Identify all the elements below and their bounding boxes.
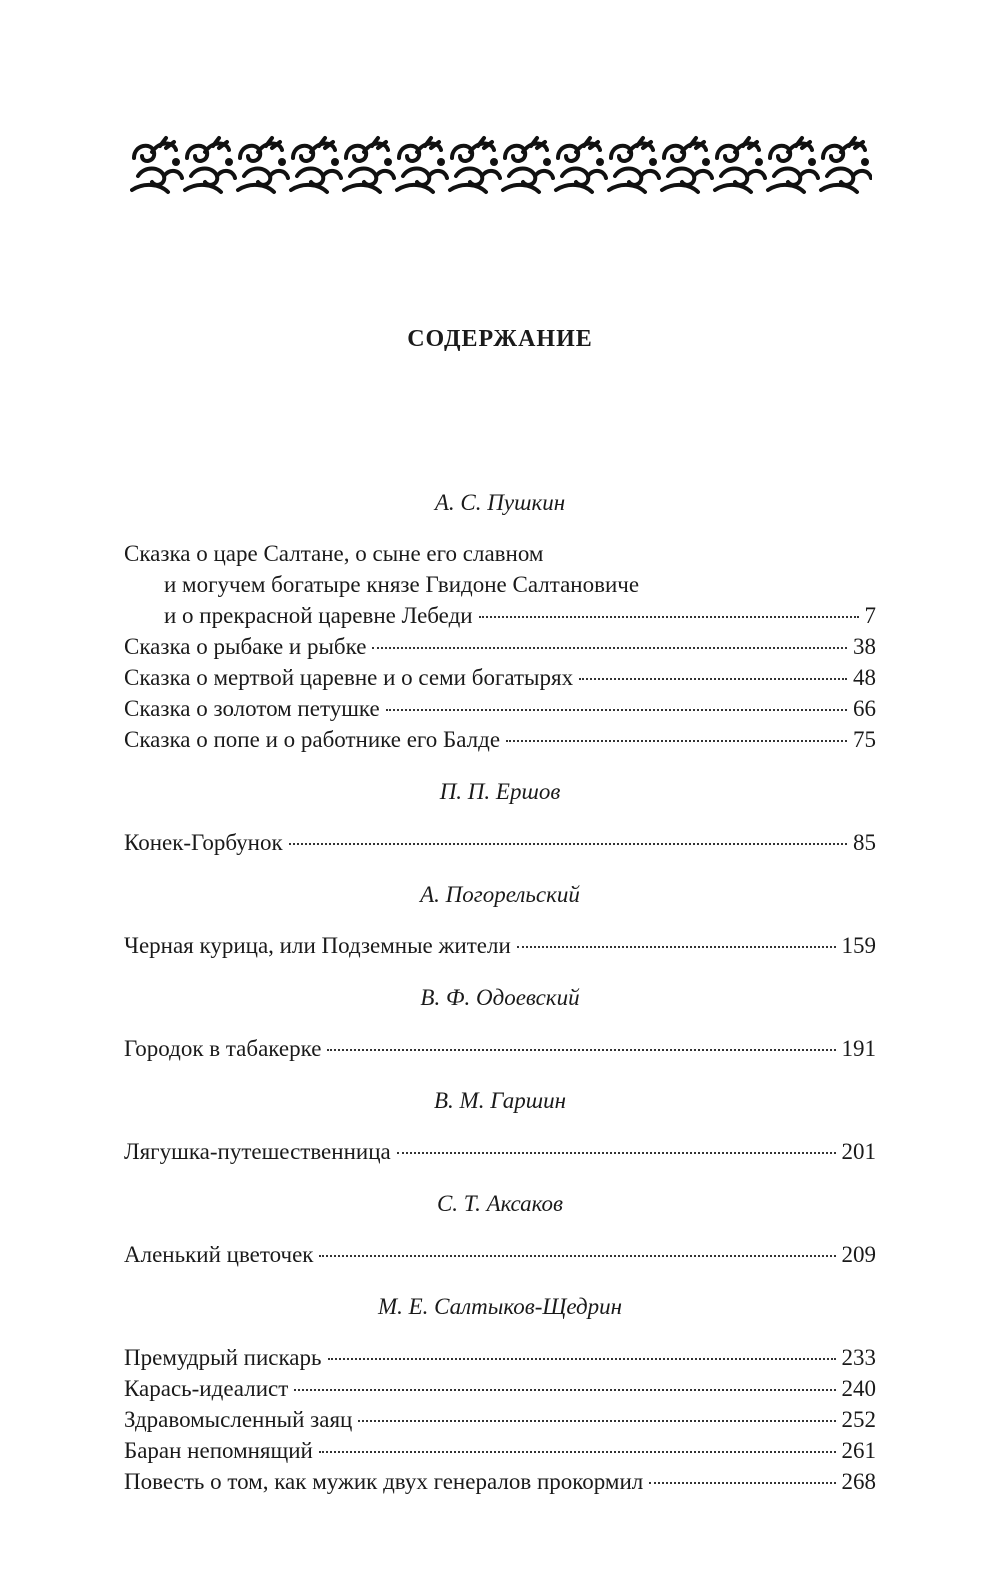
entry-title: Сказка о рыбаке и рыбке bbox=[124, 634, 367, 659]
dot-leader bbox=[289, 842, 847, 845]
entry-title: Городок в табакерке bbox=[124, 1036, 322, 1061]
author-heading: А. Погорельский bbox=[420, 882, 580, 907]
entry-title: Сказка о попе и о работнике его Балде bbox=[124, 727, 501, 752]
dot-leader bbox=[358, 1419, 835, 1422]
page-number: 268 bbox=[841, 1469, 876, 1494]
toc-entry[interactable] bbox=[124, 1239, 876, 1270]
ornament-motif bbox=[397, 138, 447, 192]
page-number: 191 bbox=[841, 1036, 876, 1061]
dot-leader bbox=[479, 615, 859, 618]
dot-leader bbox=[517, 945, 836, 948]
floral-ornament-border-icon bbox=[130, 134, 872, 196]
ornament-motif bbox=[450, 138, 500, 192]
page-number: 7 bbox=[864, 603, 876, 628]
page-number: 38 bbox=[853, 634, 876, 659]
page-number: 201 bbox=[841, 1139, 876, 1164]
dot-leader bbox=[649, 1481, 835, 1484]
ornament-motif bbox=[132, 138, 182, 192]
entry-title: Аленький цветочек bbox=[124, 1242, 314, 1267]
entry-title: Сказка о царе Салтане, о сыне его славном bbox=[124, 541, 544, 566]
toc-entry[interactable] bbox=[124, 1435, 876, 1466]
toc-entry[interactable] bbox=[124, 827, 876, 858]
dot-leader bbox=[328, 1357, 836, 1360]
dot-leader bbox=[506, 739, 847, 742]
page-number: 261 bbox=[841, 1438, 876, 1463]
entry-title: Конек-Горбунок bbox=[124, 830, 283, 855]
toc-entry[interactable] bbox=[124, 930, 876, 961]
entry-title: Сказка о мертвой царевне и о семи богатырях bbox=[124, 665, 574, 690]
page-number: 240 bbox=[841, 1376, 876, 1401]
toc-entry[interactable] bbox=[124, 1404, 876, 1435]
entry-title: Карась-идеалист bbox=[124, 1376, 289, 1401]
toc-entry[interactable] bbox=[124, 1342, 876, 1373]
entry-title: Лягушка-путешественница bbox=[124, 1139, 391, 1164]
page-number: 85 bbox=[853, 830, 876, 855]
toc-entry[interactable] bbox=[124, 693, 876, 724]
dot-leader bbox=[294, 1388, 835, 1391]
entry-title: Здравомысленный заяц bbox=[124, 1407, 353, 1432]
page-number: 159 bbox=[841, 933, 876, 958]
dot-leader bbox=[579, 677, 847, 680]
toc-entry[interactable] bbox=[124, 538, 876, 631]
author-heading: П. П. Ершов bbox=[439, 779, 561, 804]
page-number: 48 bbox=[853, 665, 876, 690]
ornament-motif bbox=[556, 138, 606, 192]
ornament-motif bbox=[715, 138, 765, 192]
entry-title-continuation: и могучем богатыре князе Гвидоне Салтановиче bbox=[164, 572, 640, 597]
toc-entry[interactable] bbox=[124, 1033, 876, 1064]
toc-entry[interactable] bbox=[124, 631, 876, 662]
entry-title: Сказка о золотом петушке bbox=[124, 696, 380, 721]
entry-title: Повесть о том, как мужик двух генералов прокормил bbox=[124, 1469, 644, 1494]
page-number: 66 bbox=[853, 696, 876, 721]
ornament-motif bbox=[609, 138, 659, 192]
ornament-motif bbox=[821, 138, 871, 192]
toc-entry[interactable] bbox=[124, 1373, 876, 1404]
ornament-motif bbox=[185, 138, 235, 192]
ornament-motif bbox=[238, 138, 288, 192]
ornament-motif bbox=[662, 138, 712, 192]
dot-leader bbox=[319, 1450, 836, 1453]
dot-leader bbox=[386, 708, 847, 711]
author-heading: В. Ф. Одоевский bbox=[420, 985, 580, 1010]
author-heading: А. С. Пушкин bbox=[434, 490, 566, 515]
page-number: 252 bbox=[841, 1407, 876, 1432]
dot-leader bbox=[327, 1048, 835, 1051]
entry-title: Премудрый пискарь bbox=[124, 1345, 322, 1370]
entry-title: Баран непомнящий bbox=[124, 1438, 313, 1463]
author-heading: В. М. Гаршин bbox=[434, 1088, 566, 1113]
ornament-motif bbox=[291, 138, 341, 192]
ornament-motif bbox=[503, 138, 553, 192]
ornament-motif bbox=[768, 138, 818, 192]
page-number: 75 bbox=[853, 727, 876, 752]
toc-entry[interactable] bbox=[124, 1466, 876, 1497]
author-heading: С. Т. Аксаков bbox=[436, 1191, 564, 1216]
author-heading: М. Е. Салтыков-Щедрин bbox=[377, 1294, 623, 1319]
page-number: 209 bbox=[841, 1242, 876, 1267]
ornament-motif bbox=[344, 138, 394, 192]
table-of-contents bbox=[124, 488, 876, 1497]
toc-entry[interactable] bbox=[124, 724, 876, 755]
dot-leader bbox=[372, 646, 847, 649]
toc-entry[interactable] bbox=[124, 662, 876, 693]
page-title: СОДЕРЖАНИЕ bbox=[407, 326, 593, 352]
dot-leader bbox=[397, 1151, 836, 1154]
toc-entry[interactable] bbox=[124, 1136, 876, 1167]
entry-title: Черная курица, или Подземные жители bbox=[124, 933, 511, 958]
page-number: 233 bbox=[841, 1345, 876, 1370]
dot-leader bbox=[319, 1254, 835, 1257]
entry-title-continuation: и о прекрасной царевне Лебеди bbox=[164, 603, 473, 628]
